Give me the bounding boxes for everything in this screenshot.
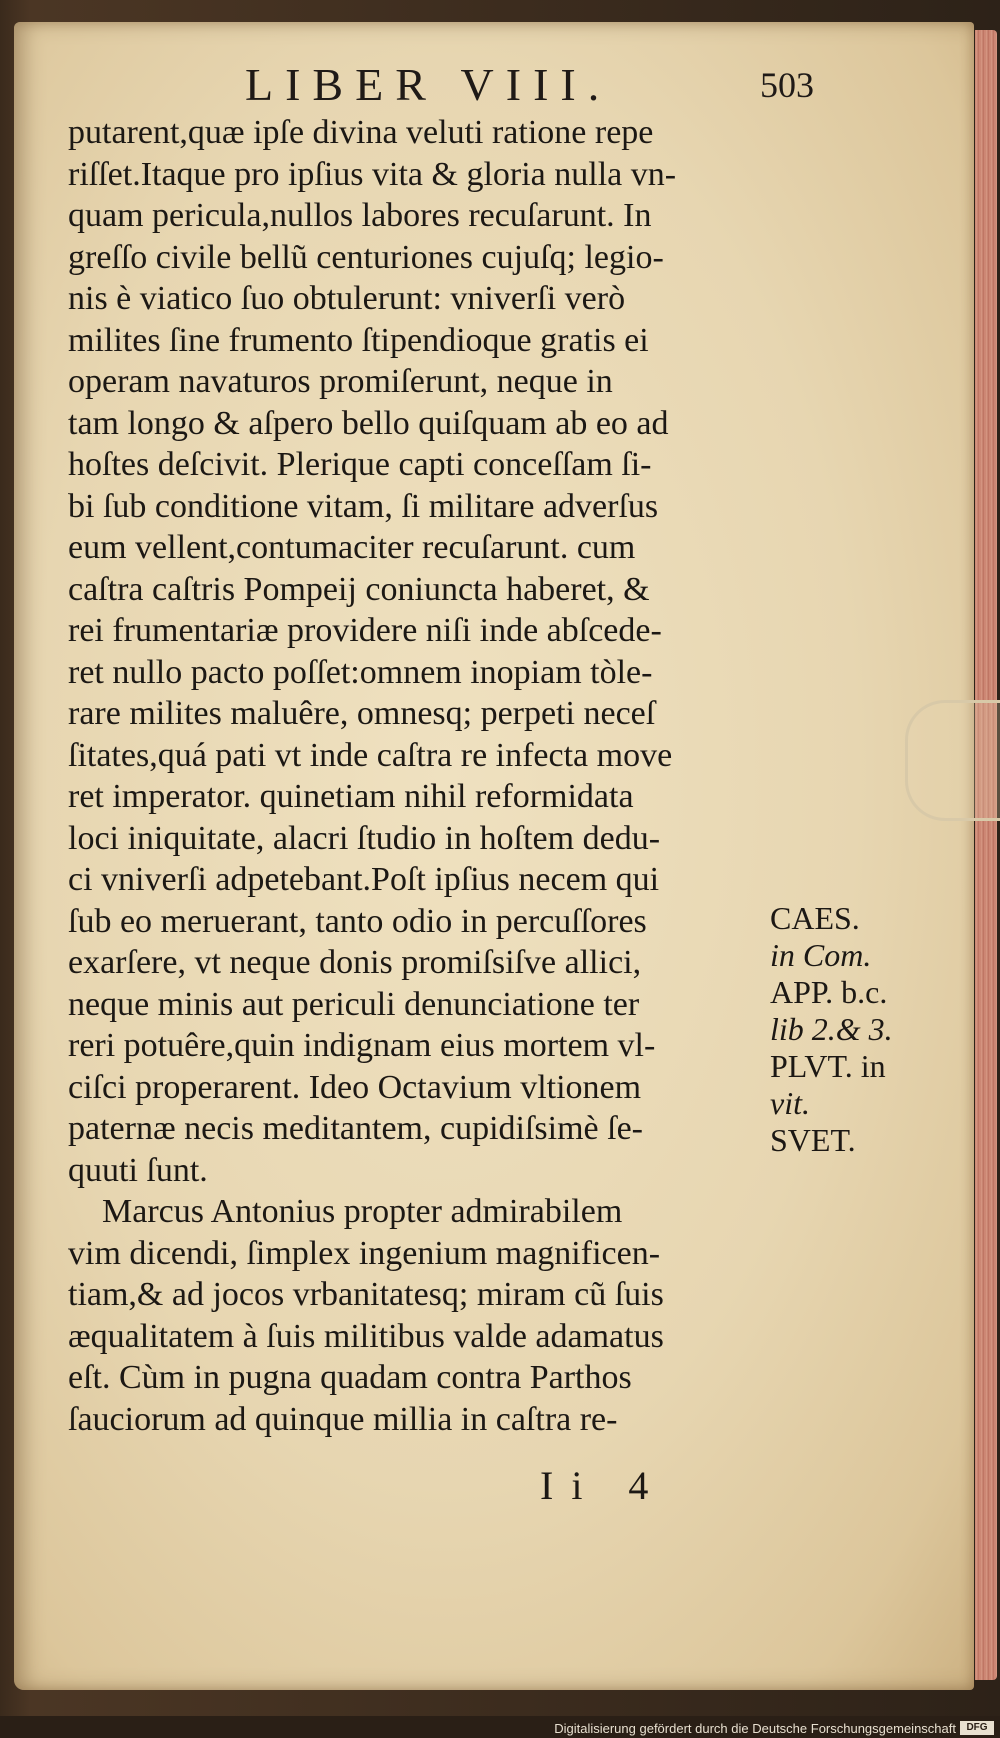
text-line: nis è viatico ſuo obtulerunt: vniverſi verò — [68, 280, 626, 317]
dfg-logo: DFG — [960, 1721, 994, 1735]
text-line: bi ſub conditione vitam, ſi militare adverſus — [68, 487, 659, 525]
text-line: ret imperator. quinetiam nihil reformidata — [68, 778, 634, 815]
text-line: eſt. Cùm in pugna quadam contra Parthos — [68, 1359, 632, 1396]
margin-note: PLVT. in — [770, 1048, 886, 1084]
margin-note: lib 2.& 3. — [770, 1011, 893, 1047]
text-line: æqualitatem à ſuis militibus valde adamatus — [68, 1317, 664, 1355]
text-line: greſſo civile bellũ centuriones cujuſq; legio- — [68, 238, 664, 276]
running-head — [0, 58, 1000, 108]
text-line: paternæ necis meditantem, cupidiſsimè ſe- — [68, 1110, 643, 1147]
margin-note: APP. b.c. — [770, 974, 888, 1010]
margin-note: SVET. — [770, 1122, 856, 1158]
text-line: ci vniverſi adpetebant.Poſt ipſius necem qui — [68, 861, 660, 898]
running-head-title: LIBER VIII. — [245, 59, 612, 110]
body-text — [68, 112, 780, 1440]
signature-mark: Ii 4 — [540, 1463, 667, 1508]
text-line: quam pericula,nullos labores recuſarunt. In — [68, 197, 652, 234]
text-line: tiam,& ad jocos vrbanitatesq; miram cũ ſuis — [68, 1276, 664, 1313]
text-line: ſitates,quá pati vt inde caſtra re infecta move — [68, 736, 673, 774]
text-line: rei frumentariæ providere niſi inde abſcede- — [68, 612, 662, 649]
margin-note: in Com. — [770, 937, 872, 973]
text-line: quuti ſunt. — [68, 1151, 208, 1189]
text-line: neque minis aut periculi denunciatione ter — [68, 985, 640, 1023]
text-line: putarent,quæ ipſe divina veluti ratione repe — [68, 114, 654, 151]
text-line: vim dicendi, ſimplex ingenium magnificen- — [68, 1234, 661, 1272]
text-line: milites ſine frumento ſtipendioque gratis ei — [68, 321, 649, 359]
footer-credit: Digitalisierung gefördert durch die Deutsche Forschungsgemeinschaft — [554, 1721, 956, 1736]
text-line: tam longo & aſpero bello quiſquam ab eo ad — [68, 404, 669, 442]
text-line: rare milites maluêre, omnesq; perpeti neceſ — [68, 695, 656, 732]
margin-note: CAES. — [770, 900, 860, 936]
text-line: reri potuêre,quin indignam eius mortem vl- — [68, 1027, 656, 1064]
page-number: 503 — [760, 65, 814, 105]
page-fore-edge — [975, 30, 997, 1680]
text-line: ret nullo pacto poſſet:omnem inopiam tòle- — [68, 653, 653, 691]
text-line: eum vellent,contumaciter recuſarunt. cum — [68, 529, 636, 566]
text-line: ſub eo meruerant, tanto odio in percuſſores — [68, 902, 647, 940]
footer-bar — [0, 1716, 1000, 1738]
text-line: Marcus Antonius propter admirabilem — [68, 1193, 623, 1230]
margin-notes — [770, 900, 930, 1159]
text-line: hoſtes deſcivit. Plerique capti conceſſam ſi- — [68, 446, 652, 483]
text-line: loci iniquitate, alacri ſtudio in hoſtem dedu- — [68, 819, 661, 857]
text-line: ſauciorum ad quinque millia in caſtra re- — [68, 1400, 618, 1438]
text-line: riſſet.Itaque pro ipſius vita & gloria nulla vn- — [68, 155, 677, 193]
text-line: caſtra caſtris Pompeij coniuncta haberet, & — [68, 570, 650, 608]
margin-note: vit. — [770, 1085, 810, 1121]
text-line: exarſere, vt neque donis promiſsiſve allici, — [68, 944, 642, 981]
text-line: ciſci properarent. Ideo Octavium vltionem — [68, 1068, 642, 1106]
text-line: operam navaturos promiſerunt, neque in — [68, 363, 613, 400]
book-clasp — [905, 700, 1000, 821]
